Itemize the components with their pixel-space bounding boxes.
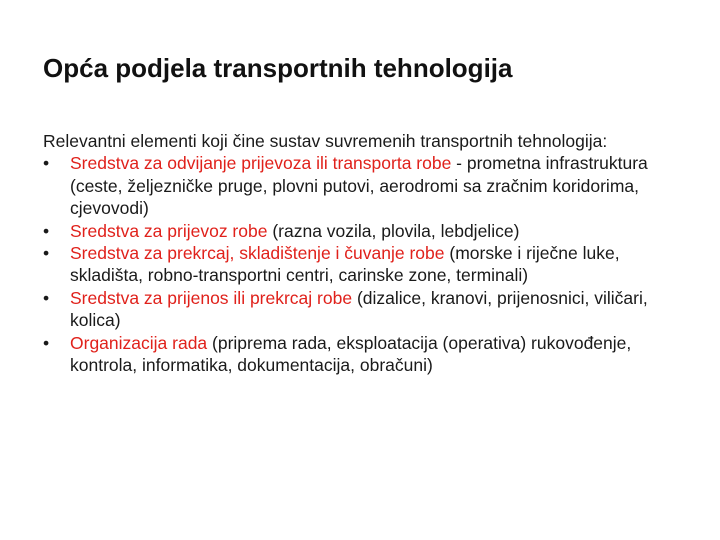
bullet-icon: • bbox=[43, 220, 50, 241]
list-item bbox=[43, 287, 693, 332]
list-item bbox=[43, 332, 693, 377]
item-highlight: Sredstva za prekrcaj, skladištenje i čuvanje robe bbox=[70, 243, 445, 264]
item-text: (priprema rada, eksploatacija (operativa) rukovođenje, kontrola, informatika, dokumentacija, obračuni) bbox=[70, 332, 632, 376]
bullet-list bbox=[43, 152, 693, 376]
slide-body bbox=[43, 130, 693, 376]
item-text: - prometna infrastruktura (ceste, željezničke pruge, plovni putovi, aerodromi sa zračnim koridorima, cjevovodi) bbox=[70, 153, 648, 219]
item-text: (razna vozila, plovila, lebdjelice) bbox=[267, 220, 520, 241]
item-highlight: Organizacija rada bbox=[70, 332, 208, 353]
intro-text: Relevantni elementi koji čine sustav suvremenih transportnih tehnologija: bbox=[43, 131, 608, 151]
item-highlight: Sredstva za odvijanje prijevoza ili transporta robe bbox=[70, 153, 452, 174]
bullet-icon: • bbox=[43, 287, 50, 308]
item-highlight: Sredstva za prijevoz robe bbox=[70, 220, 268, 241]
item-text: (dizalice, kranovi, prijenosnici, viličari, kolica) bbox=[70, 287, 648, 331]
list-item bbox=[43, 220, 693, 242]
bullet-icon: • bbox=[43, 332, 50, 353]
bullet-icon: • bbox=[43, 243, 50, 264]
slide-title: Opća podjela transportnih tehnologija bbox=[43, 53, 513, 83]
item-highlight: Sredstva za prijenos ili prekrcaj robe bbox=[70, 287, 353, 308]
list-item bbox=[43, 242, 693, 287]
list-item bbox=[43, 152, 693, 219]
item-text: (morske i riječne luke, skladišta, robno-transportni centri, carinske zone, terminali) bbox=[70, 243, 620, 286]
bullet-icon: • bbox=[43, 153, 50, 174]
